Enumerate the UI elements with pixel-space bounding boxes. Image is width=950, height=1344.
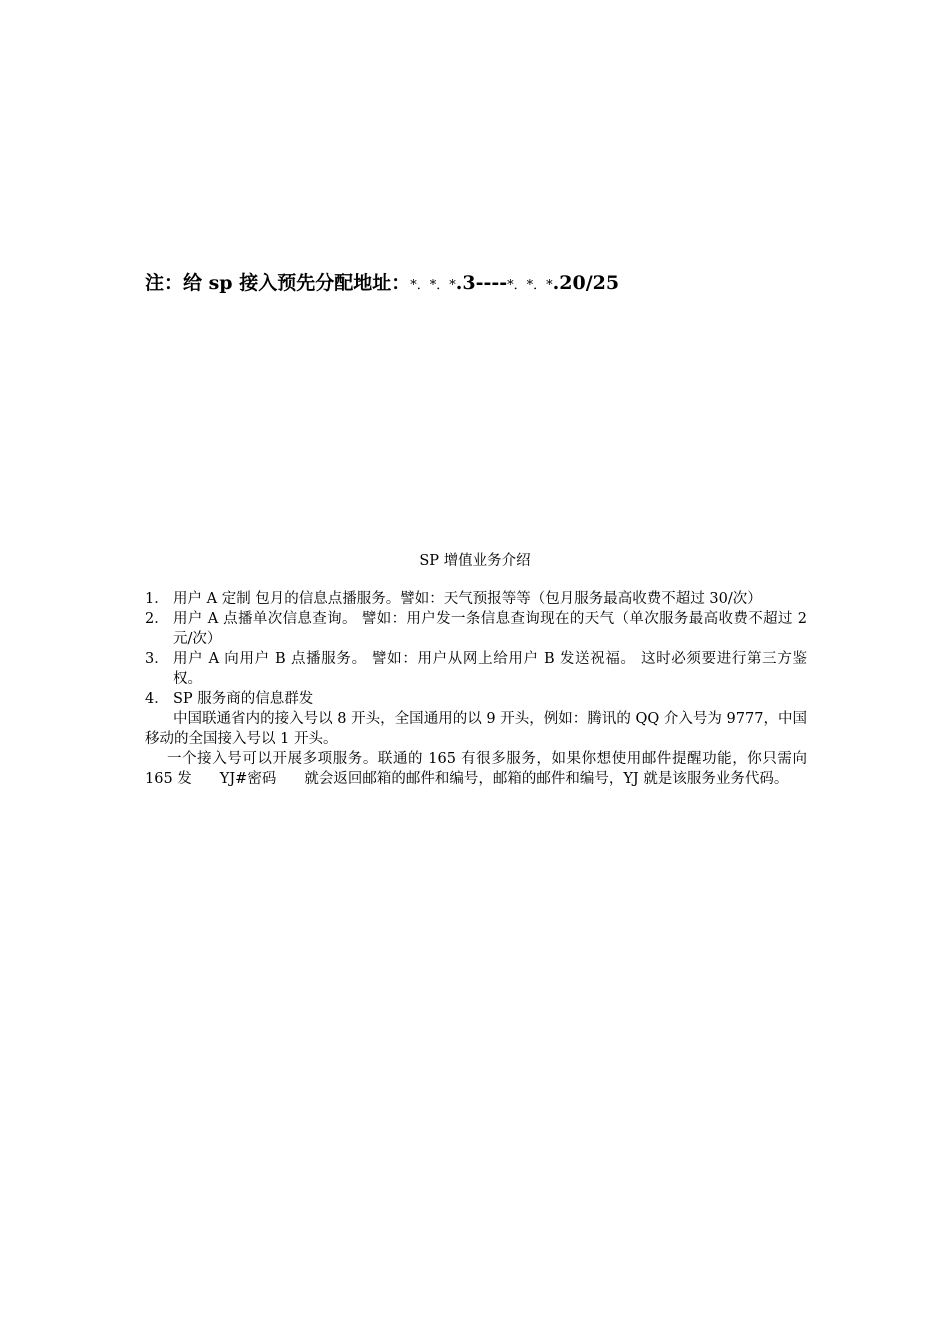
note-mid: .3---- <box>455 272 508 294</box>
list-item-text: 用户 A 向用户 B 点播服务。 譬如：用户从网上给用户 B 发送祝福。 这时必须要进行第三方鉴权。 <box>173 651 807 687</box>
paragraph-text-b: 就会返回邮箱的邮件和编号，邮箱的邮件和编号，YJ 就是该服务业务代码。 <box>304 771 789 787</box>
list-item-text: SP 服务商的信息群发 <box>173 691 314 707</box>
paragraph-service-codes <box>145 749 807 789</box>
list-item <box>145 689 807 709</box>
note-star-2: *．*．* <box>507 278 553 293</box>
note-prefix: 注：给 sp 接入预先分配地址： <box>145 272 411 294</box>
paragraph-text-a: 一个接入号可以开展多项服务。联通的 165 有很多服务，如果你想使用邮件提醒功能，你只需向 165 发 <box>145 751 807 787</box>
list-item-number: 2． <box>145 611 169 627</box>
list-item <box>145 649 807 689</box>
address-note <box>145 268 619 295</box>
note-star-1: *．*．* <box>410 278 456 293</box>
paragraph-access-numbers: 中国联通省内的接入号以 8 开头，全国通用的以 9 开头，例如：腾讯的 QQ 介入号为 9777，中国移动的全国接入号以 1 开头。 <box>145 711 807 747</box>
list-item-text: 用户 A 定制 包月的信息点播服务。譬如：天气预报等等（包月服务最高收费不超过 30/次） <box>173 591 762 607</box>
list-item-number: 1． <box>145 591 169 607</box>
list-item <box>145 589 807 609</box>
list-item <box>145 609 807 649</box>
service-code: YJ#密码 <box>219 771 277 787</box>
section-body <box>145 589 807 789</box>
list-item-number: 4． <box>145 691 169 707</box>
list-item-number: 3． <box>145 651 169 667</box>
note-suffix: .20/25 <box>552 272 620 294</box>
section-title: SP 增值业务介绍 <box>419 553 531 569</box>
list-item-text: 用户 A 点播单次信息查询。 譬如：用户发一条信息查询现在的天气（单次服务最高收费不超过 2 元/次） <box>173 611 807 647</box>
